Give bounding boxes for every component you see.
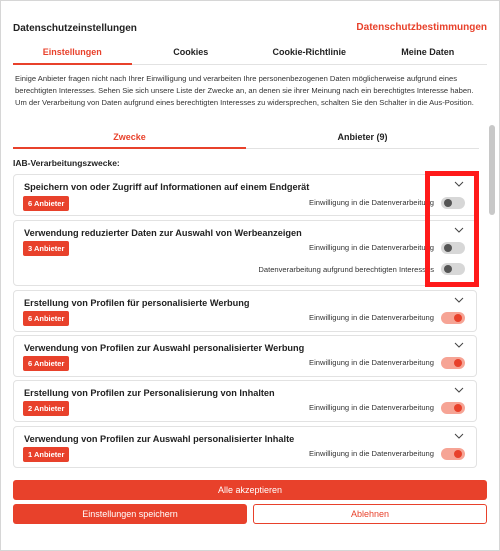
chevron-down-icon[interactable] — [454, 295, 464, 305]
purpose-title: Erstellung von Profilen für personalisierte Werbung — [24, 298, 250, 308]
consent-toggle[interactable] — [441, 402, 465, 414]
reject-button[interactable]: Ablehnen — [253, 504, 487, 524]
dialog-header — [1, 1, 500, 41]
tab-cookie-richtlinie[interactable]: Cookie-Richtlinie — [272, 47, 346, 57]
purpose-subtabs — [13, 132, 479, 149]
toggle-label: Einwilligung in die Datenverarbeitung — [309, 313, 434, 322]
purpose-title: Erstellung von Profilen zur Personalisierung von Inhalten — [24, 388, 275, 398]
toggle-label: Einwilligung in die Datenverarbeitung — [309, 358, 434, 367]
purpose-title: Verwendung reduzierter Daten zur Auswahl von Werbeanzeigen — [24, 228, 302, 238]
vendor-count-badge: 2 Anbieter — [23, 401, 69, 416]
chevron-down-icon[interactable] — [454, 385, 464, 395]
vendor-count-badge: 3 Anbieter — [23, 241, 69, 256]
toggle-knob — [454, 314, 462, 322]
purpose-card[interactable] — [13, 220, 477, 286]
tab-einstellungen[interactable]: Einstellungen — [13, 47, 132, 64]
scrollbar[interactable] — [489, 73, 495, 473]
accept-all-button[interactable]: Alle akzeptieren — [13, 480, 487, 500]
purpose-card[interactable] — [13, 335, 477, 377]
toggle-label: Einwilligung in die Datenverarbeitung — [309, 403, 434, 412]
consent-toggle[interactable] — [441, 357, 465, 369]
tab-meine-daten[interactable]: Meine Daten — [401, 47, 455, 57]
toggle-label: Einwilligung in die Datenverarbeitung — [309, 198, 434, 207]
subtab-anbieter[interactable]: Anbieter (9) — [337, 132, 388, 142]
purpose-title: Verwendung von Profilen zur Auswahl personalisierter Inhalte — [24, 434, 295, 444]
purpose-card[interactable] — [13, 290, 477, 332]
intro-text: Einige Anbieter fragen nicht nach Ihrer Einwilligung und verarbeiten Ihre personenbezogenen Daten möglicherweise aufgrund eines berechtigten Interesses. Sehen Sie sich unsere Liste der Zwecke an, an denen sie ihrer Meinung nach ein berechtigtes Interesse haben. Um der Verarbeitung von Daten aufgrund eines berechtigten Interesses zu widersprechen, schalten Sie den Schalter in die Aus-Position. — [15, 74, 474, 107]
dialog-title: Datenschutzeinstellungen — [13, 23, 137, 34]
scrollbar-thumb[interactable] — [489, 125, 495, 215]
chevron-down-icon[interactable] — [454, 340, 464, 350]
vendor-count-badge: 6 Anbieter — [23, 311, 69, 326]
main-tabs — [13, 47, 487, 65]
vendor-count-badge: 6 Anbieter — [23, 356, 69, 371]
purpose-card[interactable] — [13, 380, 477, 422]
privacy-policy-link[interactable]: Datenschutzbestimmungen — [356, 22, 487, 33]
purpose-card[interactable] — [13, 426, 477, 468]
toggle-label: Datenverarbeitung aufgrund berechtigten Interesses — [258, 265, 434, 274]
purpose-title: Speichern von oder Zugriff auf Informationen auf einem Endgerät — [24, 182, 310, 192]
vendor-count-badge: 6 Anbieter — [23, 196, 69, 211]
highlight-box — [425, 171, 479, 287]
toggle-knob — [454, 404, 462, 412]
toggle-label: Einwilligung in die Datenverarbeitung — [309, 243, 434, 252]
toggle-knob — [454, 450, 462, 458]
toggle-knob — [454, 359, 462, 367]
section-title: IAB-Verarbeitungszwecke: — [13, 158, 120, 168]
consent-toggle[interactable] — [441, 312, 465, 324]
toggle-label: Einwilligung in die Datenverarbeitung — [309, 449, 434, 458]
purpose-title: Verwendung von Profilen zur Auswahl personalisierter Werbung — [24, 343, 305, 353]
tab-cookies[interactable]: Cookies — [173, 47, 209, 57]
purpose-card[interactable] — [13, 174, 477, 216]
consent-toggle[interactable] — [441, 448, 465, 460]
vendor-count-badge: 1 Anbieter — [23, 447, 69, 462]
chevron-down-icon[interactable] — [454, 431, 464, 441]
subtab-zwecke[interactable]: Zwecke — [13, 132, 246, 148]
save-settings-button[interactable]: Einstellungen speichern — [13, 504, 247, 524]
